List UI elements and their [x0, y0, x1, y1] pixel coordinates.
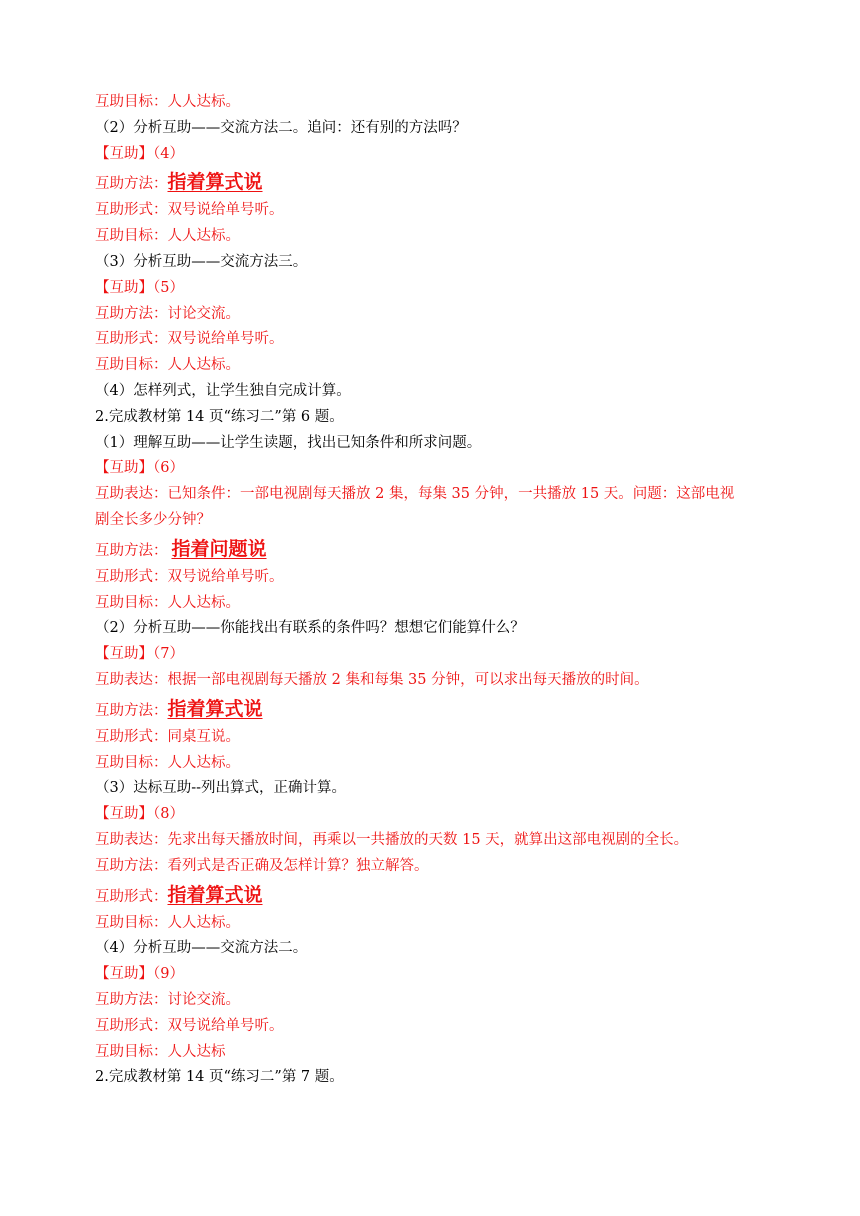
step-heading: （1）理解互助——让学生读题，找出已知条件和所求问题。	[95, 434, 482, 451]
goal-line: 互助目标：人人达标。	[95, 357, 240, 374]
mutual-help-number: （9）	[153, 966, 184, 983]
mutual-help-heading	[95, 802, 735, 828]
method-line: 互助方法：讨论交流。	[95, 991, 240, 1008]
mutual-help-number: （4）	[153, 145, 184, 162]
step-heading: （4）怎样列式，让学生独自完成计算。	[95, 382, 351, 399]
mutual-help-tag: 【互助】	[95, 646, 153, 663]
mutual-help-tag: 【互助】	[95, 966, 153, 983]
mutual-help-tag: 【互助】	[95, 460, 153, 477]
method-line	[95, 694, 735, 725]
form-line: 互助形式：同桌互说。	[95, 728, 240, 745]
form-line: 互助形式：双号说给单号听。	[95, 1017, 284, 1034]
mutual-help-heading	[95, 276, 735, 302]
form-label: 互助形式：	[95, 888, 168, 905]
method-emphasis: 指着算式说	[167, 697, 263, 720]
method-line	[95, 167, 735, 198]
mutual-help-tag: 【互助】	[95, 806, 153, 823]
goal-line: 互助目标：人人达标。	[95, 914, 240, 931]
step-heading: （4）分析互助——交流方法二。	[95, 940, 308, 957]
mutual-help-heading	[95, 962, 735, 988]
exercise-heading: 2.完成教材第 14 页“练习二”第 7 题。	[95, 1069, 344, 1086]
goal-line: 互助目标：人人达标。	[95, 94, 240, 110]
method-emphasis: 指着问题说	[171, 537, 267, 560]
mutual-help-heading	[95, 642, 735, 668]
form-line: 互助形式：双号说给单号听。	[95, 568, 284, 585]
expression-line: 互助表达：根据一部电视剧每天播放 2 集和每集 35 分钟，可以求出每天播放的时间。	[95, 671, 649, 688]
expression-paragraph: 互助表达：已知条件：一部电视剧每天播放 2 集，每集 35 分钟，一共播放 15 天。问题：这部电视剧全长多少分钟？	[95, 486, 735, 528]
method-emphasis: 指着算式说	[167, 171, 263, 194]
form-line	[95, 880, 735, 911]
step-heading: （3）分析互助——交流方法三。	[95, 253, 308, 270]
mutual-help-tag: 【互助】	[95, 279, 153, 296]
step-heading: （2）分析互助——你能找出有联系的条件吗？想想它们能算什么？	[95, 620, 525, 637]
method-label: 互助方法：	[95, 702, 168, 719]
expression-paragraph: 互助表达：先求出每天播放时间，再乘以一共播放的天数 15 天，就算出这部电视剧的全长。	[95, 831, 689, 848]
goal-line: 互助目标：人人达标。	[95, 228, 240, 245]
mutual-help-heading	[95, 142, 735, 168]
exercise-heading: 2.完成教材第 14 页“练习二”第 6 题。	[95, 408, 344, 425]
form-line: 互助形式：双号说给单号听。	[95, 331, 284, 348]
mutual-help-heading	[95, 456, 735, 482]
form-line: 互助形式：双号说给单号听。	[95, 202, 284, 219]
mutual-help-number: （7）	[153, 646, 184, 663]
method-line	[95, 534, 735, 565]
document-body	[95, 90, 735, 1091]
step-heading: （3）达标互助--列出算式，正确计算。	[95, 780, 347, 797]
mutual-help-number: （5）	[153, 279, 184, 296]
method-label: 互助方法：	[95, 542, 168, 559]
form-emphasis: 指着算式说	[167, 883, 263, 906]
method-label: 互助方法：	[95, 176, 168, 193]
step-heading: （2）分析互助——交流方法二。追问：还有别的方法吗？	[95, 119, 467, 136]
method-line: 互助方法：讨论交流。	[95, 305, 240, 322]
mutual-help-tag: 【互助】	[95, 145, 153, 162]
mutual-help-number: （8）	[153, 806, 184, 823]
goal-line: 互助目标：人人达标	[95, 1043, 226, 1060]
mutual-help-number: （6）	[153, 460, 184, 477]
method-line: 互助方法：看列式是否正确及怎样计算？独立解答。	[95, 857, 429, 874]
goal-line: 互助目标：人人达标。	[95, 754, 240, 771]
goal-line: 互助目标：人人达标。	[95, 594, 240, 611]
